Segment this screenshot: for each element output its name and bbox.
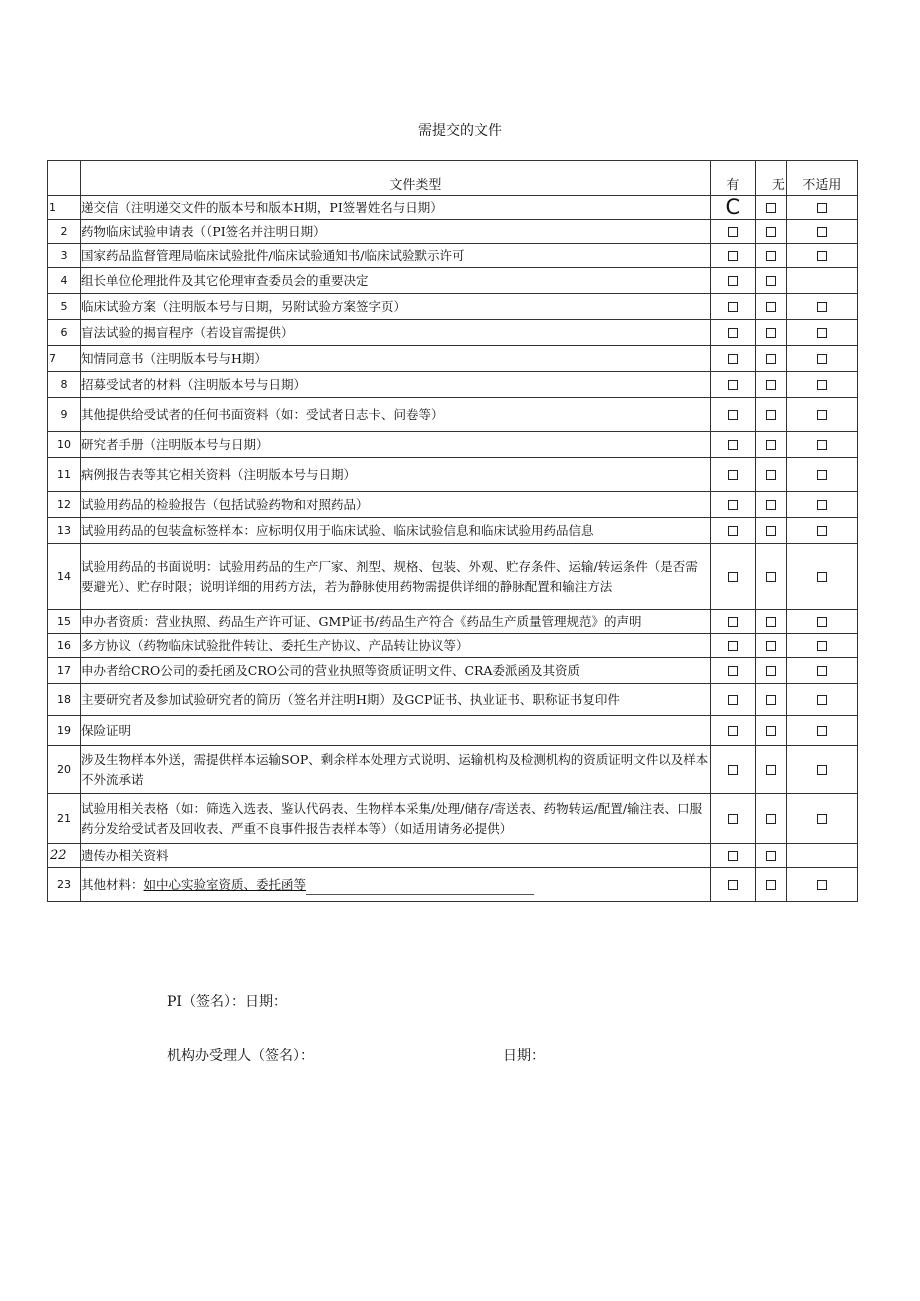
not-applicable-checkbox[interactable] xyxy=(817,765,827,775)
row-number: 15 xyxy=(48,610,81,634)
not-applicable-cell xyxy=(786,320,857,346)
not-applicable-checkbox[interactable] xyxy=(817,328,827,338)
document-type: 药物临床试验申请表（（PI签名并注明日期） xyxy=(81,220,711,244)
yes-cell xyxy=(710,518,755,544)
agent-signature-line: 机构办受理人（签名）： xyxy=(167,1048,314,1064)
table-row xyxy=(48,294,858,320)
other-materials-label: 其他材料： xyxy=(81,876,144,892)
no-cell xyxy=(755,684,786,716)
row-number: 8 xyxy=(48,372,81,398)
no-cell xyxy=(755,220,786,244)
document-type: 盲法试验的揭盲程序（若设盲需提供） xyxy=(81,320,711,346)
header-yes: 有 xyxy=(710,161,755,196)
no-cell xyxy=(755,544,786,610)
no-cell xyxy=(755,372,786,398)
document-type: 递交信（注明递交文件的版本号和版本H期，PI签署姓名与日期） xyxy=(81,196,711,220)
no-checkbox[interactable] xyxy=(766,814,776,824)
yes-cell xyxy=(710,492,755,518)
page-title: 需提交的文件 xyxy=(418,123,502,139)
document-type: 临床试验方案（注明版本号与日期，另附试验方案签字页） xyxy=(81,294,711,320)
not-applicable-cell xyxy=(786,868,857,902)
no-cell xyxy=(755,346,786,372)
yes-checkbox[interactable] xyxy=(728,726,738,736)
not-applicable-cell xyxy=(786,794,857,844)
document-type: 其他提供给受试者的任何书面资料（如：受试者日志卡、问卷等） xyxy=(81,398,711,432)
no-cell xyxy=(755,432,786,458)
not-applicable-cell xyxy=(786,492,857,518)
not-applicable-cell xyxy=(786,220,857,244)
no-cell xyxy=(755,658,786,684)
row-number: 7 xyxy=(48,346,81,372)
yes-cell xyxy=(710,346,755,372)
no-checkbox[interactable] xyxy=(766,227,776,237)
yes-cell xyxy=(710,544,755,610)
document-type: 试验用药品的检验报告（包括试验药物和对照药品） xyxy=(81,492,711,518)
row-number: 9 xyxy=(48,398,81,432)
not-applicable-checkbox[interactable] xyxy=(817,526,827,536)
not-applicable-cell xyxy=(786,518,857,544)
no-cell xyxy=(755,244,786,268)
table-row xyxy=(48,398,858,432)
yes-checkbox[interactable] xyxy=(728,276,738,286)
row-number: 19 xyxy=(48,716,81,746)
table-row xyxy=(48,868,858,902)
no-checkbox[interactable] xyxy=(766,765,776,775)
no-cell xyxy=(755,268,786,294)
no-cell xyxy=(755,794,786,844)
table-row xyxy=(48,268,858,294)
no-cell xyxy=(755,320,786,346)
document-type: 知情同意书（注明版本号与H期） xyxy=(81,346,711,372)
not-applicable-checkbox[interactable] xyxy=(817,251,827,261)
no-cell xyxy=(755,458,786,492)
no-checkbox[interactable] xyxy=(766,251,776,261)
table-row xyxy=(48,544,858,610)
no-cell xyxy=(755,716,786,746)
no-cell xyxy=(755,492,786,518)
not-applicable-cell xyxy=(786,294,857,320)
no-cell xyxy=(755,610,786,634)
table-row xyxy=(48,684,858,716)
yes-cell xyxy=(710,268,755,294)
header-file-type: 文件类型 xyxy=(81,161,711,196)
not-applicable-cell xyxy=(786,458,857,492)
no-checkbox[interactable] xyxy=(766,641,776,651)
row-number: 5 xyxy=(48,294,81,320)
not-applicable-cell xyxy=(786,684,857,716)
table-row xyxy=(48,518,858,544)
yes-cell xyxy=(710,432,755,458)
no-checkbox[interactable] xyxy=(766,500,776,510)
no-cell xyxy=(755,868,786,902)
row-number: 22 xyxy=(48,844,81,868)
row-number: 16 xyxy=(48,634,81,658)
no-checkbox[interactable] xyxy=(766,328,776,338)
not-applicable-cell xyxy=(786,346,857,372)
not-applicable-checkbox[interactable] xyxy=(817,203,827,213)
yes-checkbox[interactable] xyxy=(728,765,738,775)
no-checkbox[interactable] xyxy=(766,880,776,890)
not-applicable-cell xyxy=(786,196,857,220)
not-applicable-cell xyxy=(786,746,857,794)
document-type: 招募受试者的材料（注明版本号与日期） xyxy=(81,372,711,398)
yes-checkbox[interactable] xyxy=(728,380,738,390)
yes-checkbox[interactable] xyxy=(728,617,738,627)
no-checkbox[interactable] xyxy=(766,666,776,676)
yes-checkbox[interactable] xyxy=(728,440,738,450)
row-number: 14 xyxy=(48,544,81,610)
not-applicable-checkbox[interactable] xyxy=(817,440,827,450)
yes-checkbox[interactable] xyxy=(728,526,738,536)
not-applicable-checkbox[interactable] xyxy=(817,227,827,237)
document-type: 遗传办相关资料 xyxy=(81,844,711,868)
yes-checkbox[interactable] xyxy=(728,227,738,237)
not-applicable-cell xyxy=(786,398,857,432)
no-checkbox[interactable] xyxy=(766,354,776,364)
yes-cell xyxy=(710,868,755,902)
row-number: 13 xyxy=(48,518,81,544)
yes-checkbox[interactable] xyxy=(728,470,738,480)
not-applicable-cell xyxy=(786,268,857,294)
document-type: 试验用药品的书面说明：试验用药品的生产厂家、剂型、规格、包装、外观、贮存条件、运输/转运条件（是否需要避光）、贮存时限；说明详细的用药方法，若为静脉使用药物需提供详细的静脉配置和输注方法 xyxy=(81,544,711,610)
yes-checkbox[interactable] xyxy=(728,500,738,510)
not-applicable-checkbox[interactable] xyxy=(817,302,827,312)
yes-cell xyxy=(710,372,755,398)
header-row xyxy=(48,161,858,196)
no-cell xyxy=(755,398,786,432)
yes-cell xyxy=(710,684,755,716)
yes-cell xyxy=(710,244,755,268)
document-type: 试验用药品的包装盒标签样本：应标明仅用于临床试验、临床试验信息和临床试验用药品信息 xyxy=(81,518,711,544)
not-applicable-cell xyxy=(786,544,857,610)
yes-checkbox[interactable] xyxy=(728,328,738,338)
yes-checkbox[interactable] xyxy=(728,851,738,861)
yes-cell xyxy=(710,398,755,432)
row-number: 18 xyxy=(48,684,81,716)
table-row xyxy=(48,320,858,346)
yes-cell xyxy=(710,294,755,320)
row-number: 4 xyxy=(48,268,81,294)
no-checkbox[interactable] xyxy=(766,695,776,705)
table-row xyxy=(48,658,858,684)
yes-checkbox[interactable] xyxy=(728,666,738,676)
document-type: 研究者手册（注明版本号与日期） xyxy=(81,432,711,458)
document-type: 试验用相关表格（如：筛选入选表、鉴认代码表、生物样本采集/处理/储存/寄送表、药物转运/配置/输注表、口服药分发给受试者及回收表、严重不良事件报告表样本等）（如适用请务必提供） xyxy=(81,794,711,844)
header-no: 无 xyxy=(755,161,786,196)
document-type: 保险证明 xyxy=(81,716,711,746)
no-checkbox[interactable] xyxy=(766,440,776,450)
not-applicable-cell xyxy=(786,432,857,458)
not-applicable-checkbox[interactable] xyxy=(817,666,827,676)
yes-cell xyxy=(710,320,755,346)
yes-cell xyxy=(710,610,755,634)
no-cell xyxy=(755,746,786,794)
fill-in-line xyxy=(306,882,534,895)
yes-cell xyxy=(710,634,755,658)
not-applicable-checkbox[interactable] xyxy=(817,617,827,627)
table-row xyxy=(48,716,858,746)
table-row xyxy=(48,746,858,794)
row-number: 12 xyxy=(48,492,81,518)
not-applicable-checkbox[interactable] xyxy=(817,726,827,736)
table-row xyxy=(48,372,858,398)
document-type xyxy=(81,868,711,902)
yes-checkbox[interactable] xyxy=(728,572,738,582)
row-number: 6 xyxy=(48,320,81,346)
no-checkbox[interactable] xyxy=(766,380,776,390)
no-checkbox[interactable] xyxy=(766,203,776,213)
no-checkbox[interactable] xyxy=(766,572,776,582)
yes-checkbox[interactable] xyxy=(728,251,738,261)
not-applicable-cell xyxy=(786,244,857,268)
no-checkbox[interactable] xyxy=(766,617,776,627)
table-row xyxy=(48,492,858,518)
document-type: 国家药品监督管理局临床试验批件/临床试验通知书/临床试验默示许可 xyxy=(81,244,711,268)
no-cell xyxy=(755,518,786,544)
row-number: 1 xyxy=(48,196,81,220)
not-applicable-checkbox[interactable] xyxy=(817,470,827,480)
yes-checkbox[interactable] xyxy=(728,880,738,890)
table-row xyxy=(48,220,858,244)
yes-checkbox[interactable] xyxy=(728,695,738,705)
document-type: 申办者资质：营业执照、药品生产许可证、GMP证书/药品生产符合《药品生产质量管理规范》的声明 xyxy=(81,610,711,634)
table-row xyxy=(48,432,858,458)
no-cell xyxy=(755,196,786,220)
no-cell xyxy=(755,294,786,320)
yes-cell xyxy=(710,220,755,244)
no-checkbox[interactable] xyxy=(766,851,776,861)
yes-cell xyxy=(710,458,755,492)
row-number: 20 xyxy=(48,746,81,794)
not-applicable-checkbox[interactable] xyxy=(817,354,827,364)
document-type: 涉及生物样本外送，需提供样本运输SOP、剩余样本处理方式说明、运输机构及检测机构的资质证明文件以及样本不外流承诺 xyxy=(81,746,711,794)
yes-cell xyxy=(710,196,755,220)
table-row xyxy=(48,610,858,634)
no-checkbox[interactable] xyxy=(766,410,776,420)
pi-signature-line: PI（签名）：日期： xyxy=(167,994,287,1010)
not-applicable-cell xyxy=(786,372,857,398)
no-checkbox[interactable] xyxy=(766,276,776,286)
yes-cell xyxy=(710,746,755,794)
row-number: 3 xyxy=(48,244,81,268)
not-applicable-checkbox[interactable] xyxy=(817,641,827,651)
row-number: 23 xyxy=(48,868,81,902)
row-number: 2 xyxy=(48,220,81,244)
not-applicable-cell xyxy=(786,716,857,746)
not-applicable-checkbox[interactable] xyxy=(817,814,827,824)
no-checkbox[interactable] xyxy=(766,470,776,480)
handwritten-mark: C xyxy=(725,194,741,219)
yes-cell xyxy=(710,794,755,844)
not-applicable-checkbox[interactable] xyxy=(817,695,827,705)
table-row xyxy=(48,458,858,492)
yes-checkbox[interactable] xyxy=(728,814,738,824)
not-applicable-cell xyxy=(786,610,857,634)
not-applicable-checkbox[interactable] xyxy=(817,880,827,890)
table-row xyxy=(48,196,858,220)
header-num xyxy=(48,161,81,196)
table-row xyxy=(48,794,858,844)
not-applicable-checkbox[interactable] xyxy=(817,500,827,510)
no-cell xyxy=(755,844,786,868)
yes-checkbox[interactable] xyxy=(728,641,738,651)
row-number: 17 xyxy=(48,658,81,684)
not-applicable-cell xyxy=(786,844,857,868)
yes-checkbox[interactable] xyxy=(728,302,738,312)
document-type: 病例报告表等其它相关资料（注明版本号与日期） xyxy=(81,458,711,492)
document-type: 多方协议（药物临床试验批件转让、委托生产协议、产品转让协议等） xyxy=(81,634,711,658)
yes-cell xyxy=(710,716,755,746)
no-checkbox[interactable] xyxy=(766,526,776,536)
table-row xyxy=(48,844,858,868)
row-number: 10 xyxy=(48,432,81,458)
no-checkbox[interactable] xyxy=(766,726,776,736)
other-materials-value: 如中心实验室资质、委托函等 xyxy=(143,876,307,892)
not-applicable-checkbox[interactable] xyxy=(817,410,827,420)
row-number: 21 xyxy=(48,794,81,844)
header-not-applicable: 不适用 xyxy=(786,161,857,196)
yes-cell xyxy=(710,658,755,684)
document-type: 主要研究者及参加试验研究者的简历（签名并注明H期）及GCP证书、执业证书、职称证书复印件 xyxy=(81,684,711,716)
table-row xyxy=(48,634,858,658)
no-cell xyxy=(755,634,786,658)
yes-checkbox[interactable] xyxy=(728,354,738,364)
table-row xyxy=(48,346,858,372)
not-applicable-checkbox[interactable] xyxy=(817,380,827,390)
not-applicable-cell xyxy=(786,658,857,684)
yes-cell xyxy=(710,844,755,868)
not-applicable-checkbox[interactable] xyxy=(817,572,827,582)
yes-checkbox[interactable] xyxy=(728,410,738,420)
row-number: 11 xyxy=(48,458,81,492)
documents-table xyxy=(47,160,858,902)
not-applicable-cell xyxy=(786,634,857,658)
agent-date-line: 日期： xyxy=(503,1048,545,1064)
document-type: 申办者给CRO公司的委托函及CRO公司的营业执照等资质证明文件、CRA委派函及其资质 xyxy=(81,658,711,684)
document-type: 组长单位伦理批件及其它伦理审查委员会的重要决定 xyxy=(81,268,711,294)
table-row xyxy=(48,244,858,268)
no-checkbox[interactable] xyxy=(766,302,776,312)
